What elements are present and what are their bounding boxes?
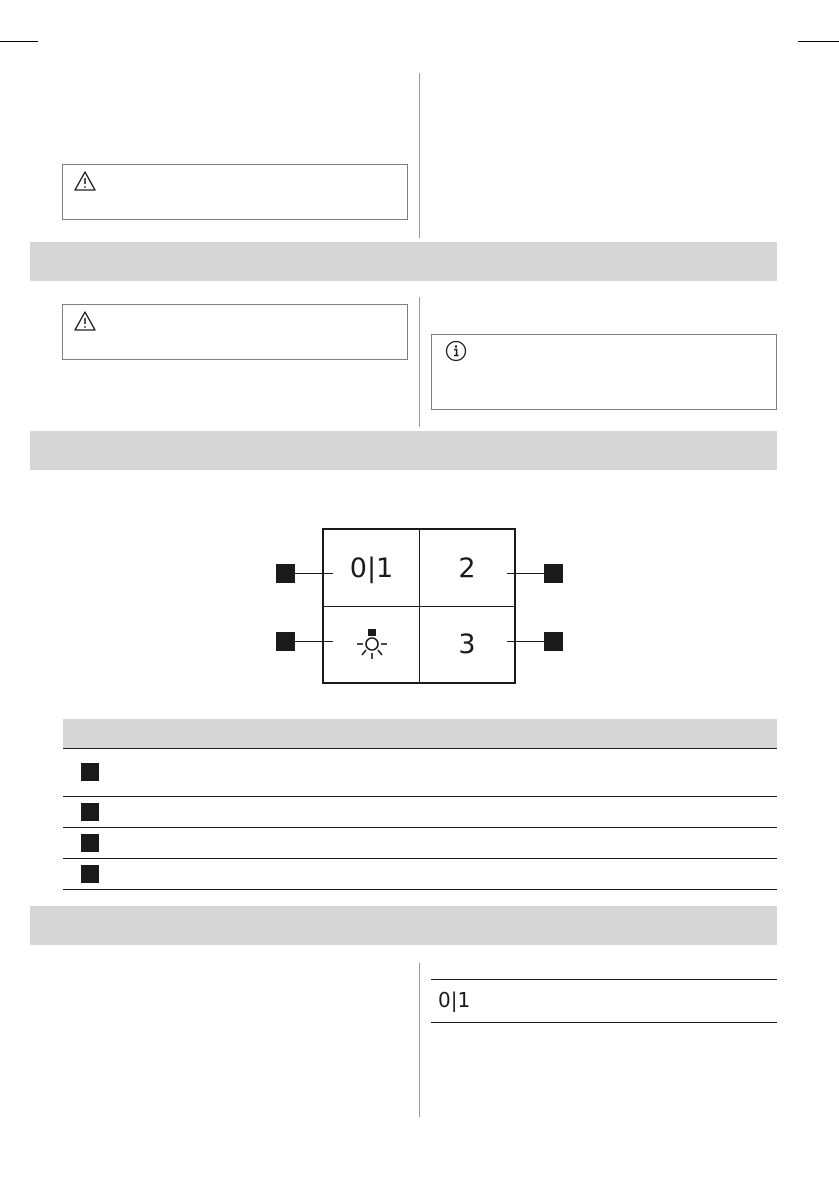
info-circle-icon	[445, 340, 467, 362]
table-top-line	[431, 979, 777, 980]
onoff-key-symbol: 0|1	[438, 988, 471, 1012]
warning-notice	[62, 164, 408, 220]
callout-leader-3	[507, 573, 544, 574]
crop-mark-top-left	[0, 41, 38, 42]
column-divider	[419, 297, 420, 427]
callout-marker-4	[544, 632, 563, 651]
column-divider	[419, 73, 420, 238]
table-row-marker-4	[81, 865, 99, 883]
warning-triangle-icon	[74, 311, 96, 331]
table-bottom-line	[63, 889, 777, 890]
control-panel-diagram	[322, 528, 516, 684]
section-heading-band	[30, 431, 777, 470]
callout-marker-1	[276, 564, 295, 583]
callout-marker-2	[276, 632, 295, 651]
table-bottom-line	[431, 1022, 777, 1023]
table-header	[63, 719, 777, 749]
table-row-marker-2	[81, 803, 99, 821]
key-onoff: 0|1	[349, 552, 394, 584]
callout-marker-3	[544, 564, 563, 583]
table-row-marker-3	[81, 834, 99, 852]
section-heading-band	[30, 242, 777, 281]
key-light	[324, 607, 419, 682]
light-bulb-icon	[354, 627, 390, 663]
crop-mark-top-right	[798, 41, 839, 42]
table-row-marker-1	[81, 763, 99, 781]
table-row-line	[63, 796, 777, 797]
key-speed-3: 3	[458, 629, 476, 660]
table-row-line	[63, 827, 777, 828]
section-heading-band	[30, 906, 777, 945]
key-speed-2: 2	[458, 552, 476, 584]
callout-leader-1	[295, 573, 333, 574]
callout-leader-2	[295, 641, 333, 642]
column-divider	[419, 963, 420, 1117]
warning-triangle-icon	[74, 171, 96, 191]
warning-notice	[62, 304, 408, 360]
table-row-line	[63, 858, 777, 859]
callout-leader-4	[507, 641, 544, 642]
info-notice	[431, 334, 777, 410]
